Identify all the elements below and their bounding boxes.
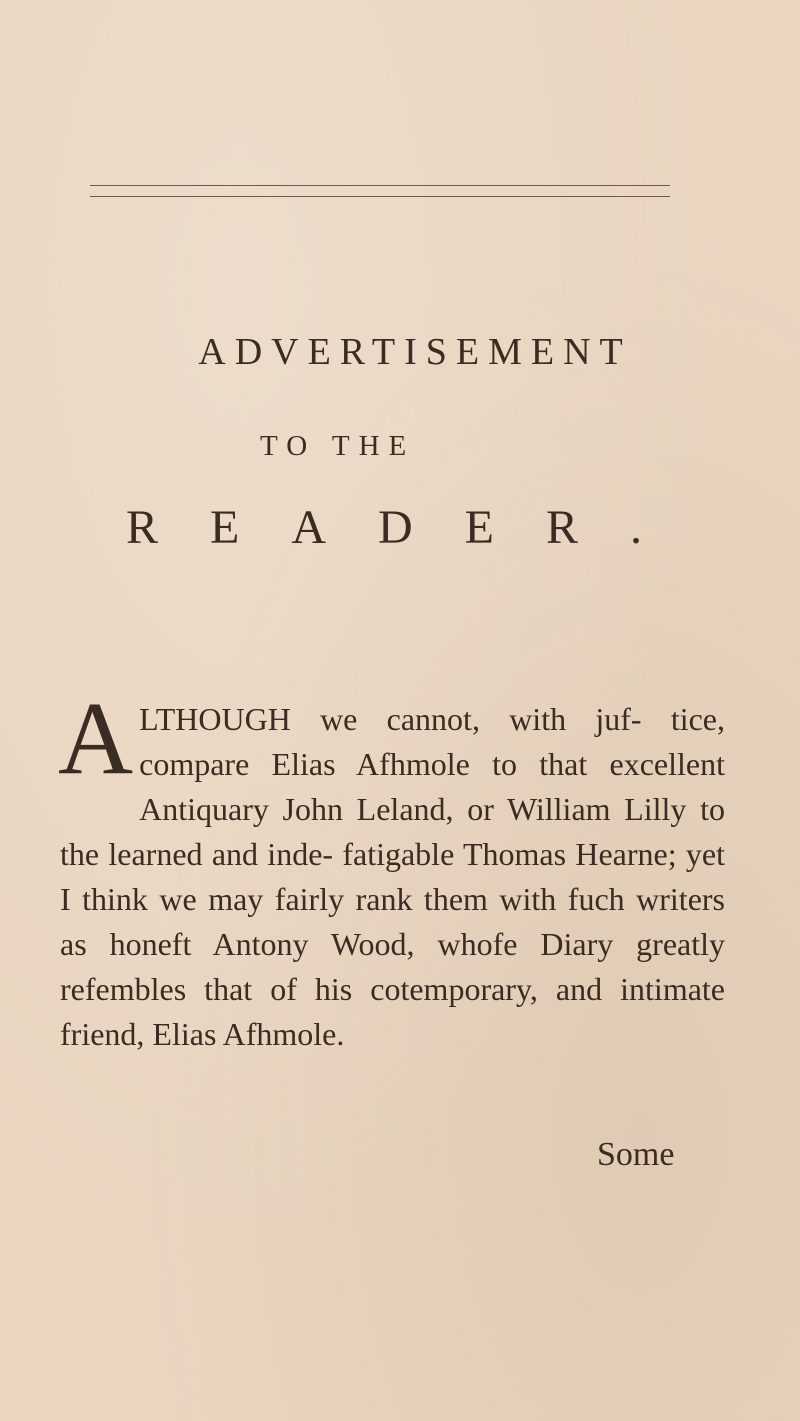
- heading-advertisement: ADVERTISEMENT: [198, 331, 632, 373]
- body-paragraph: [58, 681, 725, 1057]
- top-rule: [90, 185, 670, 186]
- catchword: Some: [597, 1136, 675, 1173]
- heading-to-the: TO THE: [260, 430, 416, 462]
- paragraph-text: LTHOUGH we cannot, with juf- tice, compare Elias Afhmole to that excellent Antiquary John Leland, or William Lilly to the learned and inde- fatigable Thomas Hearne; yet I think we may fairly rank them with fuch writers as honeft Antony Wood, whofe Diary greatly refembles that of his cotemporary, and intimate friend, Elias Afhmole.: [60, 701, 725, 1052]
- heading-reader: READER.: [126, 501, 694, 554]
- top-rule-thin: [90, 196, 670, 197]
- drop-cap: A: [58, 681, 134, 796]
